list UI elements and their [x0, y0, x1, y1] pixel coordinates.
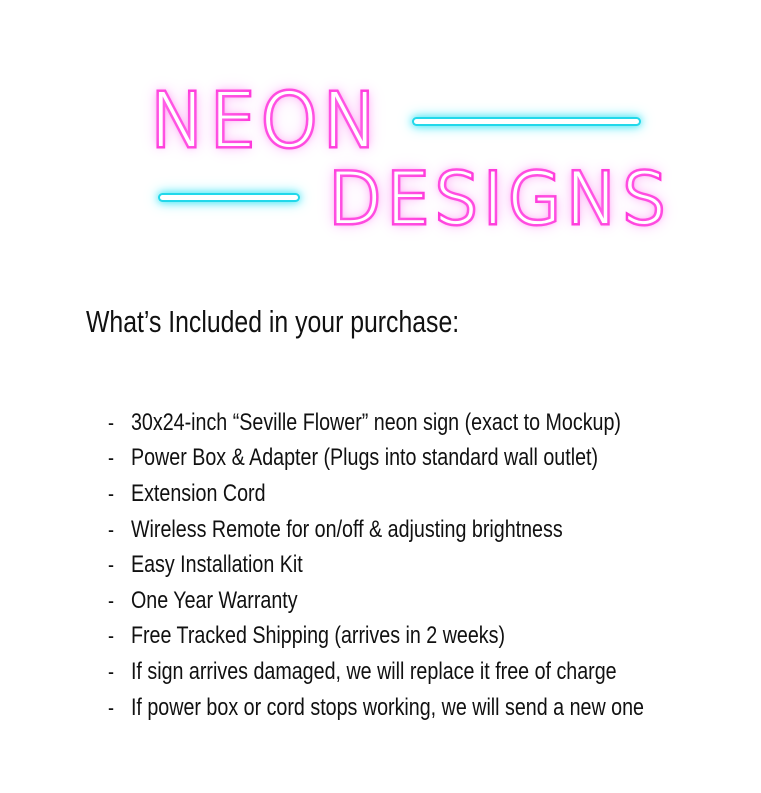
list-bullet: -	[108, 694, 115, 720]
logo-word-neon: NEON	[150, 78, 382, 164]
list-item	[108, 441, 644, 477]
list-item	[108, 512, 644, 548]
list-item-text: If power box or cord stops working, we will send a new one	[130, 693, 644, 721]
included-heading: What’s Included in your purchase:	[86, 304, 460, 339]
list-item	[108, 619, 644, 655]
list-item-text: 30x24-inch “Seville Flower” neon sign (exact to Mockup)	[130, 408, 621, 436]
neon-designs-logo	[0, 0, 761, 260]
list-bullet: -	[108, 623, 115, 649]
list-item-text: Free Tracked Shipping (arrives in 2 weeks)	[130, 622, 506, 650]
list-bullet: -	[108, 587, 115, 613]
list-item-text: Extension Cord	[130, 479, 266, 507]
list-item-text: One Year Warranty	[130, 586, 298, 614]
logo-neon-bar-top	[414, 119, 639, 124]
list-item	[108, 476, 644, 512]
list-item	[108, 405, 644, 441]
list-item-text: If sign arrives damaged, we will replace it free of charge	[130, 657, 617, 685]
list-bullet: -	[108, 409, 115, 435]
list-bullet: -	[108, 658, 115, 684]
list-bullet: -	[108, 480, 115, 506]
list-item	[108, 547, 644, 583]
list-bullet: -	[108, 516, 115, 542]
list-item	[108, 654, 644, 690]
list-bullet: -	[108, 445, 115, 471]
list-item-text: Easy Installation Kit	[130, 551, 303, 579]
list-item	[108, 583, 644, 619]
included-items-list	[108, 405, 761, 725]
list-bullet: -	[108, 552, 115, 578]
logo-neon-bar-bottom	[160, 195, 298, 200]
logo-word-designs: DESIGNS	[328, 158, 671, 240]
list-item-text: Power Box & Adapter (Plugs into standard wall outlet)	[130, 444, 599, 472]
list-item	[108, 690, 644, 726]
list-item-text: Wireless Remote for on/off & adjusting brightness	[130, 515, 563, 543]
